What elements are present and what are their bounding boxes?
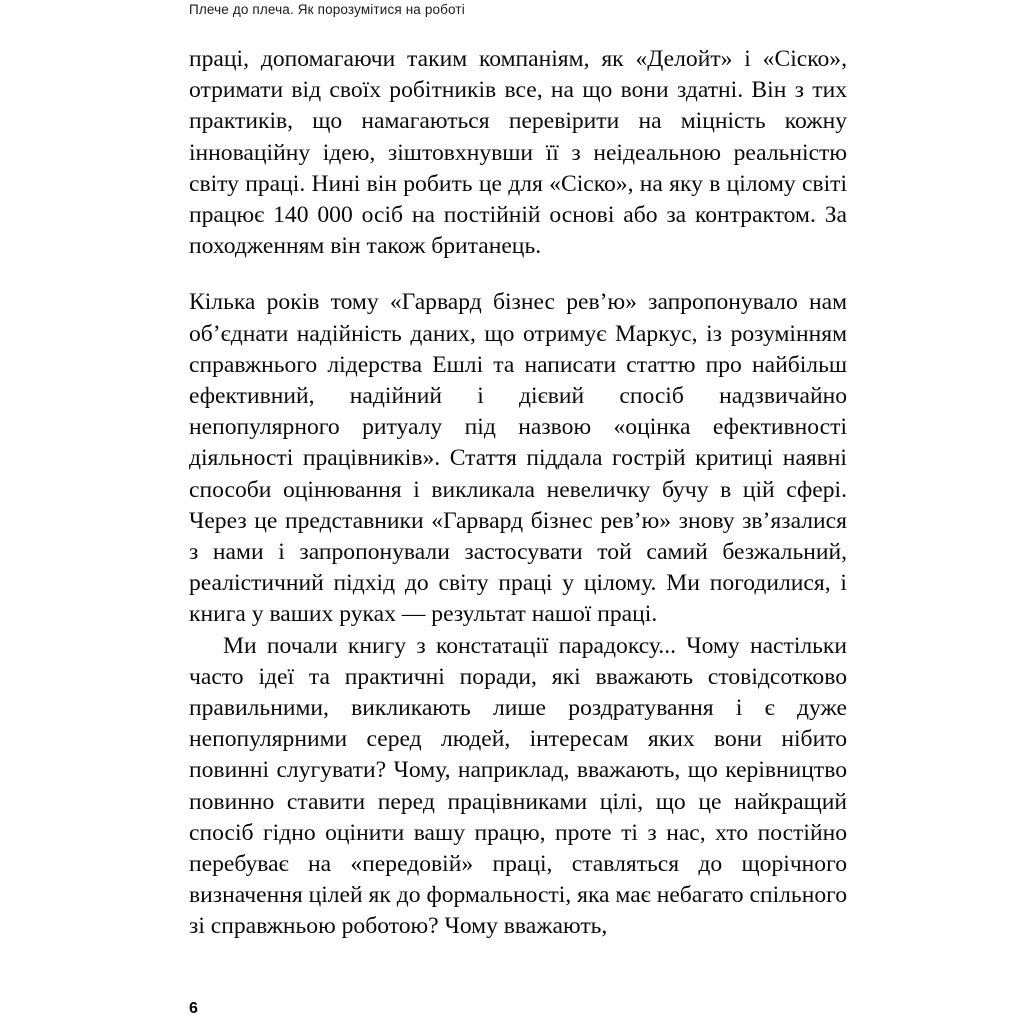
body-paragraph: Ми почали книгу з констатації парадоксу... Чому настільки часто ідеї та практичні поради, які вважають стовідсотково правильними, викликають лише роздратування і є дуже непопулярними серед людей, інтересам яких вони нібито повинні слугувати? Чому, наприклад, вважають, що керівництво повинно ставити перед працівниками цілі, що це найкращий спосіб гідно оцінити вашу працю, проте ті з нас, хто постійно перебуває на «передовій» праці, ставляться до щорічного визначення цілей як до формальності, яка має небагато спільного зі справжньою роботою? Чому вважають, [189,632,847,940]
body-paragraph: праці, допомагаючи таким компаніям, як «Делойт» і «Сіско», отримати від своїх робітників все, на що вони здатні. Він з тих практиків, що намагаються перевірити на міцність кожну інноваційну ідею, зіштовхнувши її з неідеальною реальністю світу праці. Нині він робить це для «Сіско», на яку в цілому світі працює 140 000 осіб на постійній основі або за контрактом. За походженням він також британець. [189,46,847,260]
body-paragraph: Кілька років тому «Гарвард бізнес рев’ю» запропонувало нам об’єднати надійність даних, що отримує Маркус, із розумінням справжнього лідерства Ешлі та написати статтю про найбільш ефективний, надійний і дієвий спосіб надзвичайно непопулярного ритуалу під назвою «оцінка ефективності діяльності працівників». Стаття піддала гострій критиці наявні способи оцінювання і викликала невеличку бучу в цій сфері. Через це представники «Гарвард бізнес рев’ю» знову зв’язалися з нами і запропонували застосувати той самий безжальний, реалістичний підхід до світу праці у цілому. Ми погодилися, і книга у ваших руках — результат нашої праці. [189,289,847,628]
running-header: Плече до плеча. Як порозумітися на роботі [189,2,465,17]
body-text-block [189,44,847,943]
page-number: 6 [189,1000,198,1017]
